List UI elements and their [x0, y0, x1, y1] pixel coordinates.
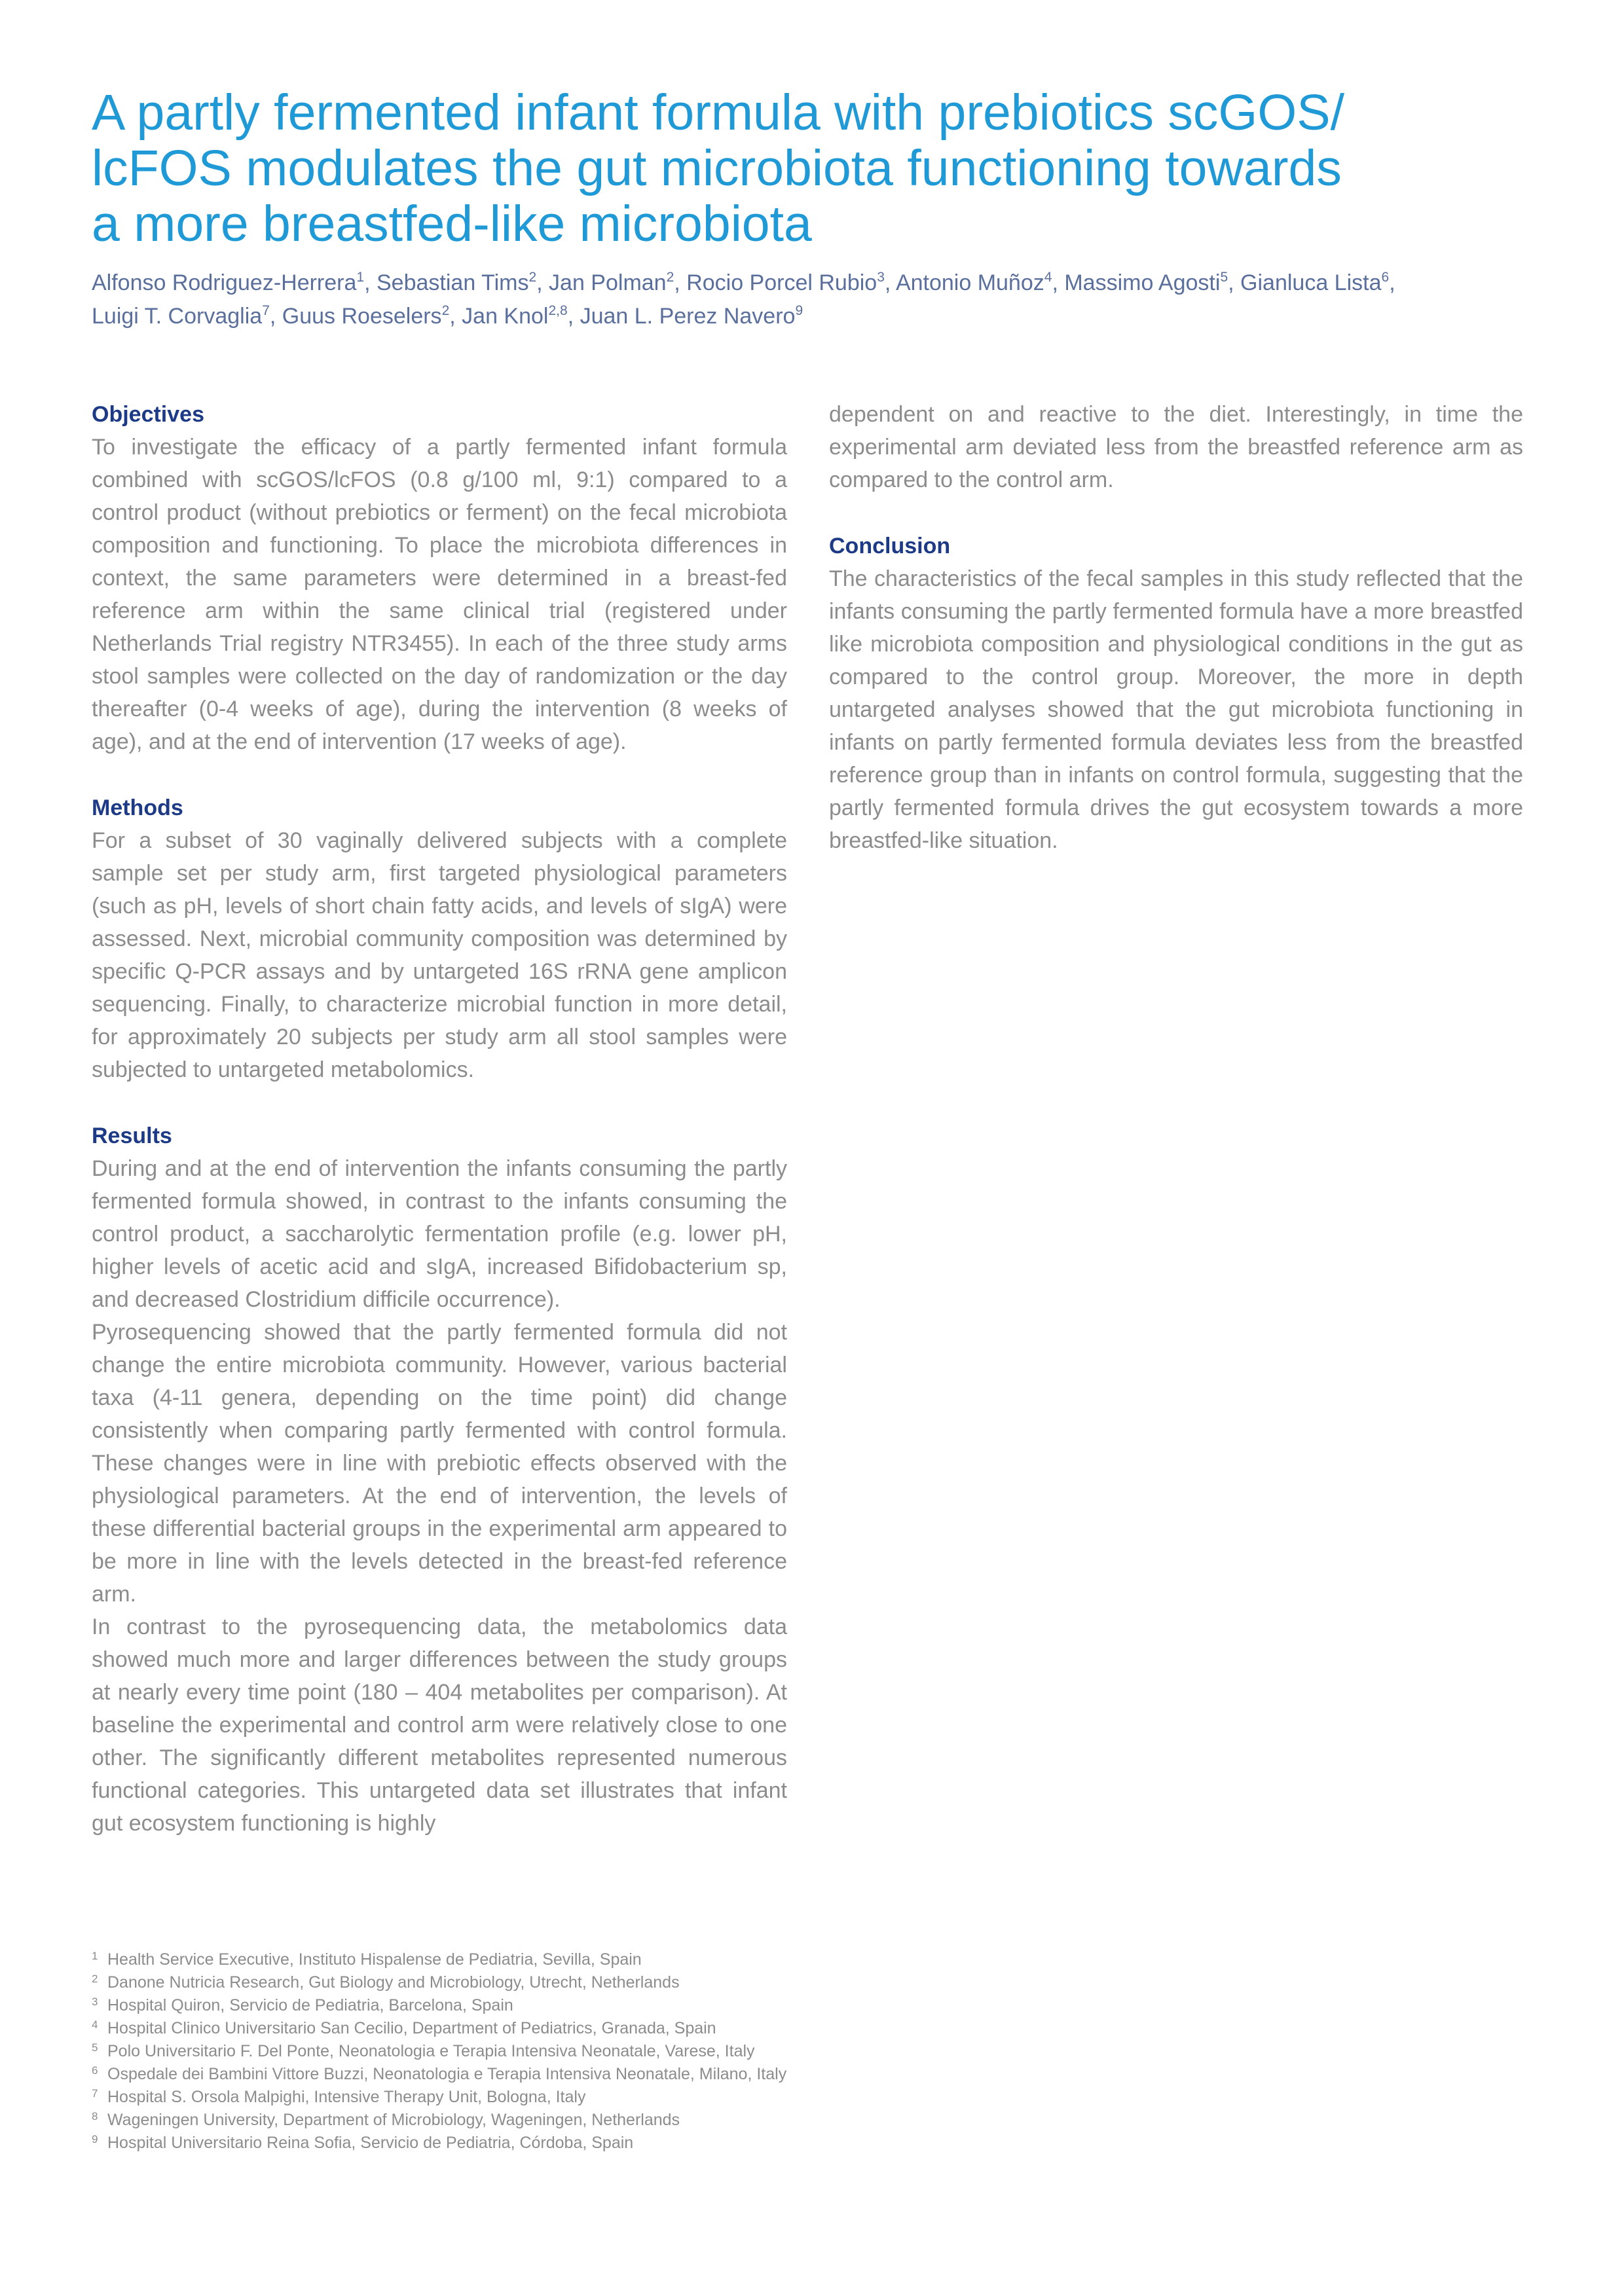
affiliation-text: Hospital S. Orsola Malpighi, Intensive Therapy Unit, Bologna, Italy	[107, 2088, 586, 2106]
affiliation-item: 3 Hospital Quiron, Servicio de Pediatria, Barcelona, Spain	[92, 1995, 513, 2014]
affiliation-item: 5 Polo Universitario F. Del Ponte, Neonatologia e Terapia Intensiva Neonatale, Varese, Italy	[92, 2041, 755, 2060]
affiliation-text: Health Service Executive, Instituto Hispalense de Pediatria, Sevilla, Spain	[107, 1950, 642, 1969]
author-separator: ,	[269, 304, 282, 329]
right-column	[829, 398, 1523, 890]
affiliation-text: Hospital Quiron, Servicio de Pediatria, Barcelona, Spain	[107, 1996, 513, 2014]
author-affiliation: 7	[262, 303, 270, 318]
author-affiliation: 3	[877, 270, 885, 285]
author-line-2	[92, 300, 1545, 333]
author-affiliation: 6	[1381, 270, 1390, 285]
author-line-1	[92, 266, 1545, 300]
author-affiliation: 4	[1044, 270, 1052, 285]
author-separator: ,	[567, 304, 580, 329]
affiliation-text: Hospital Clinico Universitario San Cecilio, Department of Pediatrics, Granada, Spain	[107, 2019, 716, 2037]
affiliation-text: Ospedale dei Bambini Vittore Buzzi, Neonatologia e Terapia Intensiva Neonatale, Milano, Italy	[107, 2065, 787, 2083]
paper-title	[92, 85, 1545, 252]
conclusion-text: The characteristics of the fecal samples in this study reflected that the infants consuming the partly fermented formula have a more breastfed like microbiota composition and physiological conditions in the gut as compared to the control group. Moreover, the more in depth untargeted analyses showed that the gut microbiota functioning in infants on partly fermented formula deviates less from the breastfed reference group than in infants on control formula, suggesting that the partly fermented formula drives the gut ecosystem towards a more breastfed-like situation.	[829, 566, 1523, 853]
objectives-heading: Objectives	[92, 402, 204, 427]
author-name: Juan L. Perez Navero	[580, 304, 796, 329]
affiliation-item: 2 Danone Nutricia Research, Gut Biology and Microbiology, Utrecht, Netherlands	[92, 1973, 680, 1992]
author-affiliation: 2	[666, 270, 674, 285]
methods-heading: Methods	[92, 795, 183, 820]
affiliation-item: 4 Hospital Clinico Universitario San Cecilio, Department of Pediatrics, Granada, Spain	[92, 2018, 716, 2037]
results-paragraph-3-continued: dependent on and reactive to the diet. Interestingly, in time the experimental arm deviated less from the breastfed reference arm as compared to the control arm.	[829, 402, 1523, 492]
author-affiliation: 1	[356, 270, 365, 285]
affiliation-item: 1 Health Service Executive, Instituto Hispalense de Pediatria, Sevilla, Spain	[92, 1950, 642, 1969]
author-separator: ,	[536, 270, 549, 295]
author-name: Rocio Porcel Rubio	[686, 270, 877, 295]
affiliation-item: 8 Wageningen University, Department of Microbiology, Wageningen, Netherlands	[92, 2110, 680, 2129]
author-affiliation: 2	[528, 270, 537, 285]
results-continued	[829, 398, 1523, 496]
author-name: Gianluca Lista	[1240, 270, 1382, 295]
author-name: Jan Polman	[549, 270, 667, 295]
affiliation-item: 9 Hospital Universitario Reina Sofia, Servicio de Pediatria, Córdoba, Spain	[92, 2133, 634, 2152]
objectives-section	[92, 398, 787, 758]
affiliation-text: Polo Universitario F. Del Ponte, Neonatologia e Terapia Intensiva Neonatale, Varese, Italy	[107, 2042, 755, 2060]
author-name: Massimo Agosti	[1064, 270, 1221, 295]
methods-text: For a subset of 30 vaginally delivered subjects with a complete sample set per study arm, first targeted physiological parameters (such as pH, levels of short chain fatty acids, and levels of sIgA) were assessed. Next, microbial community composition was determined by specific Q-PCR assays and by untargeted 16S rRNA gene amplicon sequencing. Finally, to characterize microbial function in more detail, for approximately 20 subjects per study arm all stool samples were subjected to untargeted metabolomics.	[92, 828, 787, 1082]
author-name: Sebastian Tims	[377, 270, 529, 295]
author-separator: ,	[1228, 270, 1241, 295]
affiliation-footnotes	[92, 1948, 1074, 2155]
methods-section	[92, 792, 787, 1086]
title-line-2: lcFOS modulates the gut microbiota functioning towards	[92, 140, 1342, 196]
affiliation-item: 7 Hospital S. Orsola Malpighi, Intensive Therapy Unit, Bologna, Italy	[92, 2087, 586, 2106]
author-affiliation: 9	[795, 303, 803, 318]
author-name: Alfonso Rodriguez-Herrera	[92, 270, 357, 295]
results-heading: Results	[92, 1123, 172, 1148]
results-paragraph-3: In contrast to the pyrosequencing data, the metabolomics data showed much more and larger differences between the study groups at nearly every time point (180 – 404 metabolites per comparison). At baseline the experimental and control arm were relatively close to one other. The significantly different metabolites represented numerous functional categories. This untargeted data set illustrates that infant gut ecosystem functioning is highly	[92, 1614, 787, 1836]
results-paragraph-1: During and at the end of intervention the infants consuming the partly fermented formula showed, in contrast to the infants consuming the control product, a saccharolytic fermentation profile (e.g. lower pH, higher levels of acetic acid and sIgA, increased Bifidobacterium sp, and decreased Clostridium difficile occurrence).	[92, 1156, 787, 1312]
author-separator: ,	[449, 304, 462, 329]
author-affiliation: 5	[1220, 270, 1228, 285]
author-affiliation: 2,8	[548, 303, 568, 318]
author-list	[92, 266, 1545, 333]
objectives-text: To investigate the efficacy of a partly fermented infant formula combined with scGOS/lcFOS (0.8 g/100 ml, 9:1) compared to a control product (without prebiotics or ferment) on the fecal microbiota composition and functioning. To place the microbiota differences in context, the same parameters were determined in a breast-fed reference arm within the same clinical trial (registered under Netherlands Trial registry NTR3455). In each of the three study arms stool samples were collected on the day of randomization or the day thereafter (0-4 weeks of age), during the intervention (8 weeks of age), and at the end of intervention (17 weeks of age).	[92, 435, 787, 754]
title-line-3: a more breastfed-like microbiota	[92, 196, 812, 252]
author-separator: ,	[364, 270, 377, 295]
author-separator: ,	[884, 270, 896, 295]
author-name: Luigi T. Corvaglia	[92, 304, 263, 329]
author-name: Antonio Muñoz	[895, 270, 1044, 295]
affiliation-text: Danone Nutricia Research, Gut Biology and Microbiology, Utrecht, Netherlands	[107, 1973, 680, 1992]
author-separator: ,	[674, 270, 687, 295]
author-separator: ,	[1389, 270, 1395, 295]
author-name: Guus Roeselers	[282, 304, 442, 329]
author-affiliation: 2	[441, 303, 450, 318]
conclusion-section	[829, 530, 1523, 857]
author-name: Jan Knol	[462, 304, 549, 329]
title-line-1: A partly fermented infant formula with prebiotics scGOS/	[92, 84, 1344, 141]
affiliation-text: Hospital Universitario Reina Sofia, Servicio de Pediatria, Córdoba, Spain	[107, 2134, 634, 2152]
results-section	[92, 1120, 787, 1840]
conclusion-heading: Conclusion	[829, 534, 951, 558]
author-separator: ,	[1052, 270, 1065, 295]
affiliation-item: 6 Ospedale dei Bambini Vittore Buzzi, Neonatologia e Terapia Intensiva Neonatale, Milano, Italy	[92, 2064, 787, 2083]
results-paragraph-2: Pyrosequencing showed that the partly fermented formula did not change the entire microbiota community. However, various bacterial taxa (4-11 genera, depending on the time point) did change consistently when comparing partly fermented with control formula. These changes were in line with prebiotic effects observed with the physiological parameters. At the end of intervention, the levels of these differential bacterial groups in the experimental arm appeared to be more in line with the levels detected in the breast-fed reference arm.	[92, 1320, 787, 1607]
affiliation-text: Wageningen University, Department of Microbiology, Wageningen, Netherlands	[107, 2111, 680, 2129]
left-column	[92, 398, 787, 1873]
